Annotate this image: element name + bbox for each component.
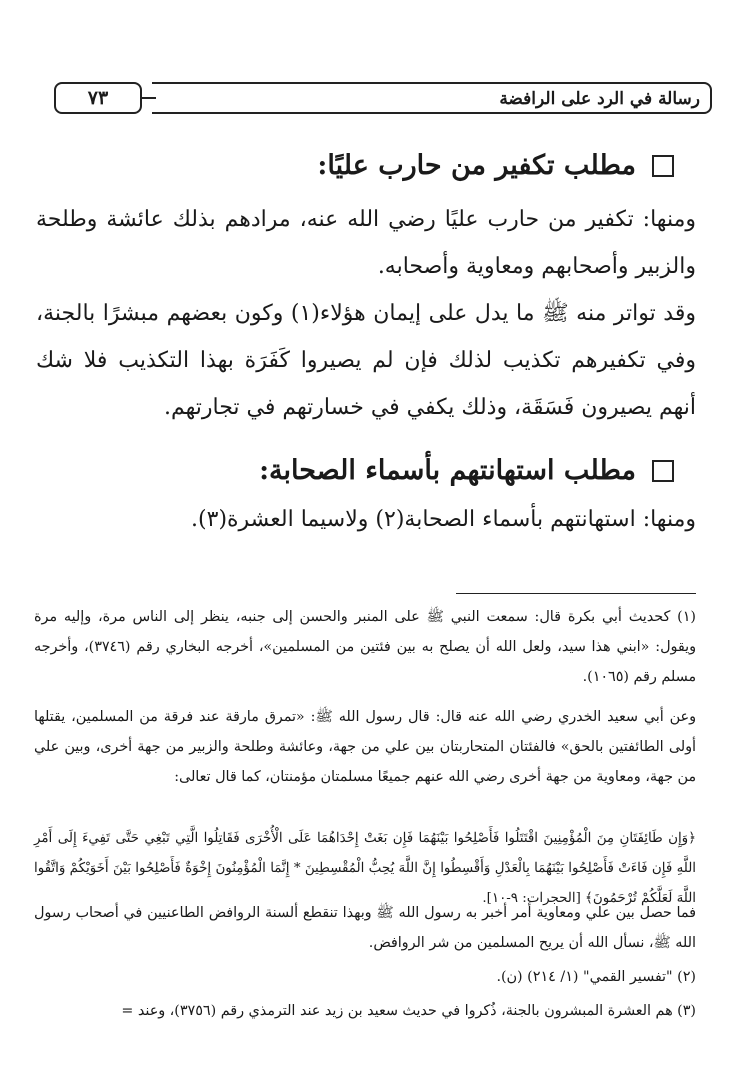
paragraph-3: ومنها: استهانتهم بأسماء الصحابة(٢) ولاسيما العشرة(٣). [191, 507, 696, 532]
footnote-1-quran-verse: ﴿وَإِن طَائِفَتَانِ مِنَ الْمُؤْمِنِينَ اقْتَتَلُوا فَأَصْلِحُوا بَيْنَهُمَا فَإِن بَغَتْ إِحْدَاهُمَا عَلَى الْأُخْرَى فَقَاتِلُوا الَّتِي تَبْغِي حَتَّى تَفِيءَ إِلَى أَمْرِ اللَّهِ فَإِن فَاءَتْ فَأَصْلِحُوا بَيْنَهُمَا بِالْعَدْلِ وَأَقْسِطُوا إِنَّ اللَّهَ يُحِبُّ الْمُقْسِطِينَ * إِنَّمَا الْمُؤْمِنُونَ إِخْوَةٌ فَأَصْلِحُوا بَيْنَ أَخَوَيْكُمْ وَاتَّقُوا اللَّهَ لَعَلَّكُمْ تُرْحَمُونَ﴾ [الحجرات: ٩-١٠]. [34, 831, 696, 906]
section-heading-2 [54, 453, 674, 489]
paragraph-1: ومنها: تكفير من حارب عليًا رضي الله عنه، مرادهم بذلك عائشة وطلحة والزبير وأصحابهم ومعاوية وأصحابه. [36, 207, 696, 279]
section-heading-1-text: مطلب تكفير من حارب عليًا: [317, 150, 636, 181]
header-title: رسالة في الرد على الرافضة [152, 82, 712, 114]
section-heading-2-text: مطلب استهانتهم بأسماء الصحابة: [259, 455, 636, 486]
running-header [54, 82, 712, 116]
square-bullet-icon [652, 155, 674, 177]
header-divider [140, 97, 156, 99]
paragraph-2: وقد تواتر منه ﷺ ما يدل على إيمان هؤلاء(١) وكون بعضهم مبشرًا بالجنة، وفي تكفيرهم تكذيب لذلك فإن لم يصيروا كَفَرَة بهذا التكذيب فلا شك أنهم يصيرون فَسَقَة، وذلك يكفي في خسارتهم في تجارتهم. [36, 301, 696, 420]
footnote-separator [456, 593, 696, 594]
footnote-1-part-b: وعن أبي سعيد الخدري رضي الله عنه قال: قال رسول الله ﷺ: «تمرق مارقة عند فرقة من المسلمين، يقتلها أولى الطائفتين بالحق» فالفئتان المتحاربتان بين علي من جهة، وعائشة وطلحة والزبير من جهة أخرى، وبين علي من جهة، ومعاوية من جهة أخرى رضي الله عنهم جميعًا مسلمتان مؤمنتان، كما قال تعالى: [34, 709, 696, 785]
square-bullet-icon [652, 460, 674, 482]
page-number: ٧٣ [54, 82, 142, 114]
footnote-3: (٣) هم العشرة المبشرون بالجنة، ذُكروا في حديث سعيد بن زيد عند الترمذي رقم (٣٧٥٦)، وعند = [121, 1003, 696, 1019]
footnote-2: (٢) "تفسير القمي" (١/ ٢١٤) (ن). [496, 969, 696, 985]
footnote-1-part-a: (١) كحديث أبي بكرة قال: سمعت النبي ﷺ على المنبر والحسن إلى جنبه، ينظر إلى الناس مرة، وإليه مرة ويقول: «ابني هذا سيد، ولعل الله أن يصلح به بين فئتين من المسلمين»، أخرجه البخاري رقم (٣٧٤٦)، وأخرجه مسلم رقم (١٠٦٥). [34, 609, 696, 685]
footnote-1-part-c: فما حصل بين علي ومعاوية أمر أخبر به رسول الله ﷺ وبهذا تنقطع ألسنة الروافض الطاعنيين في أصحاب رسول الله ﷺ، نسأل الله أن يريح المسلمين من شر الروافض. [34, 905, 696, 951]
section-heading-1 [54, 148, 674, 184]
